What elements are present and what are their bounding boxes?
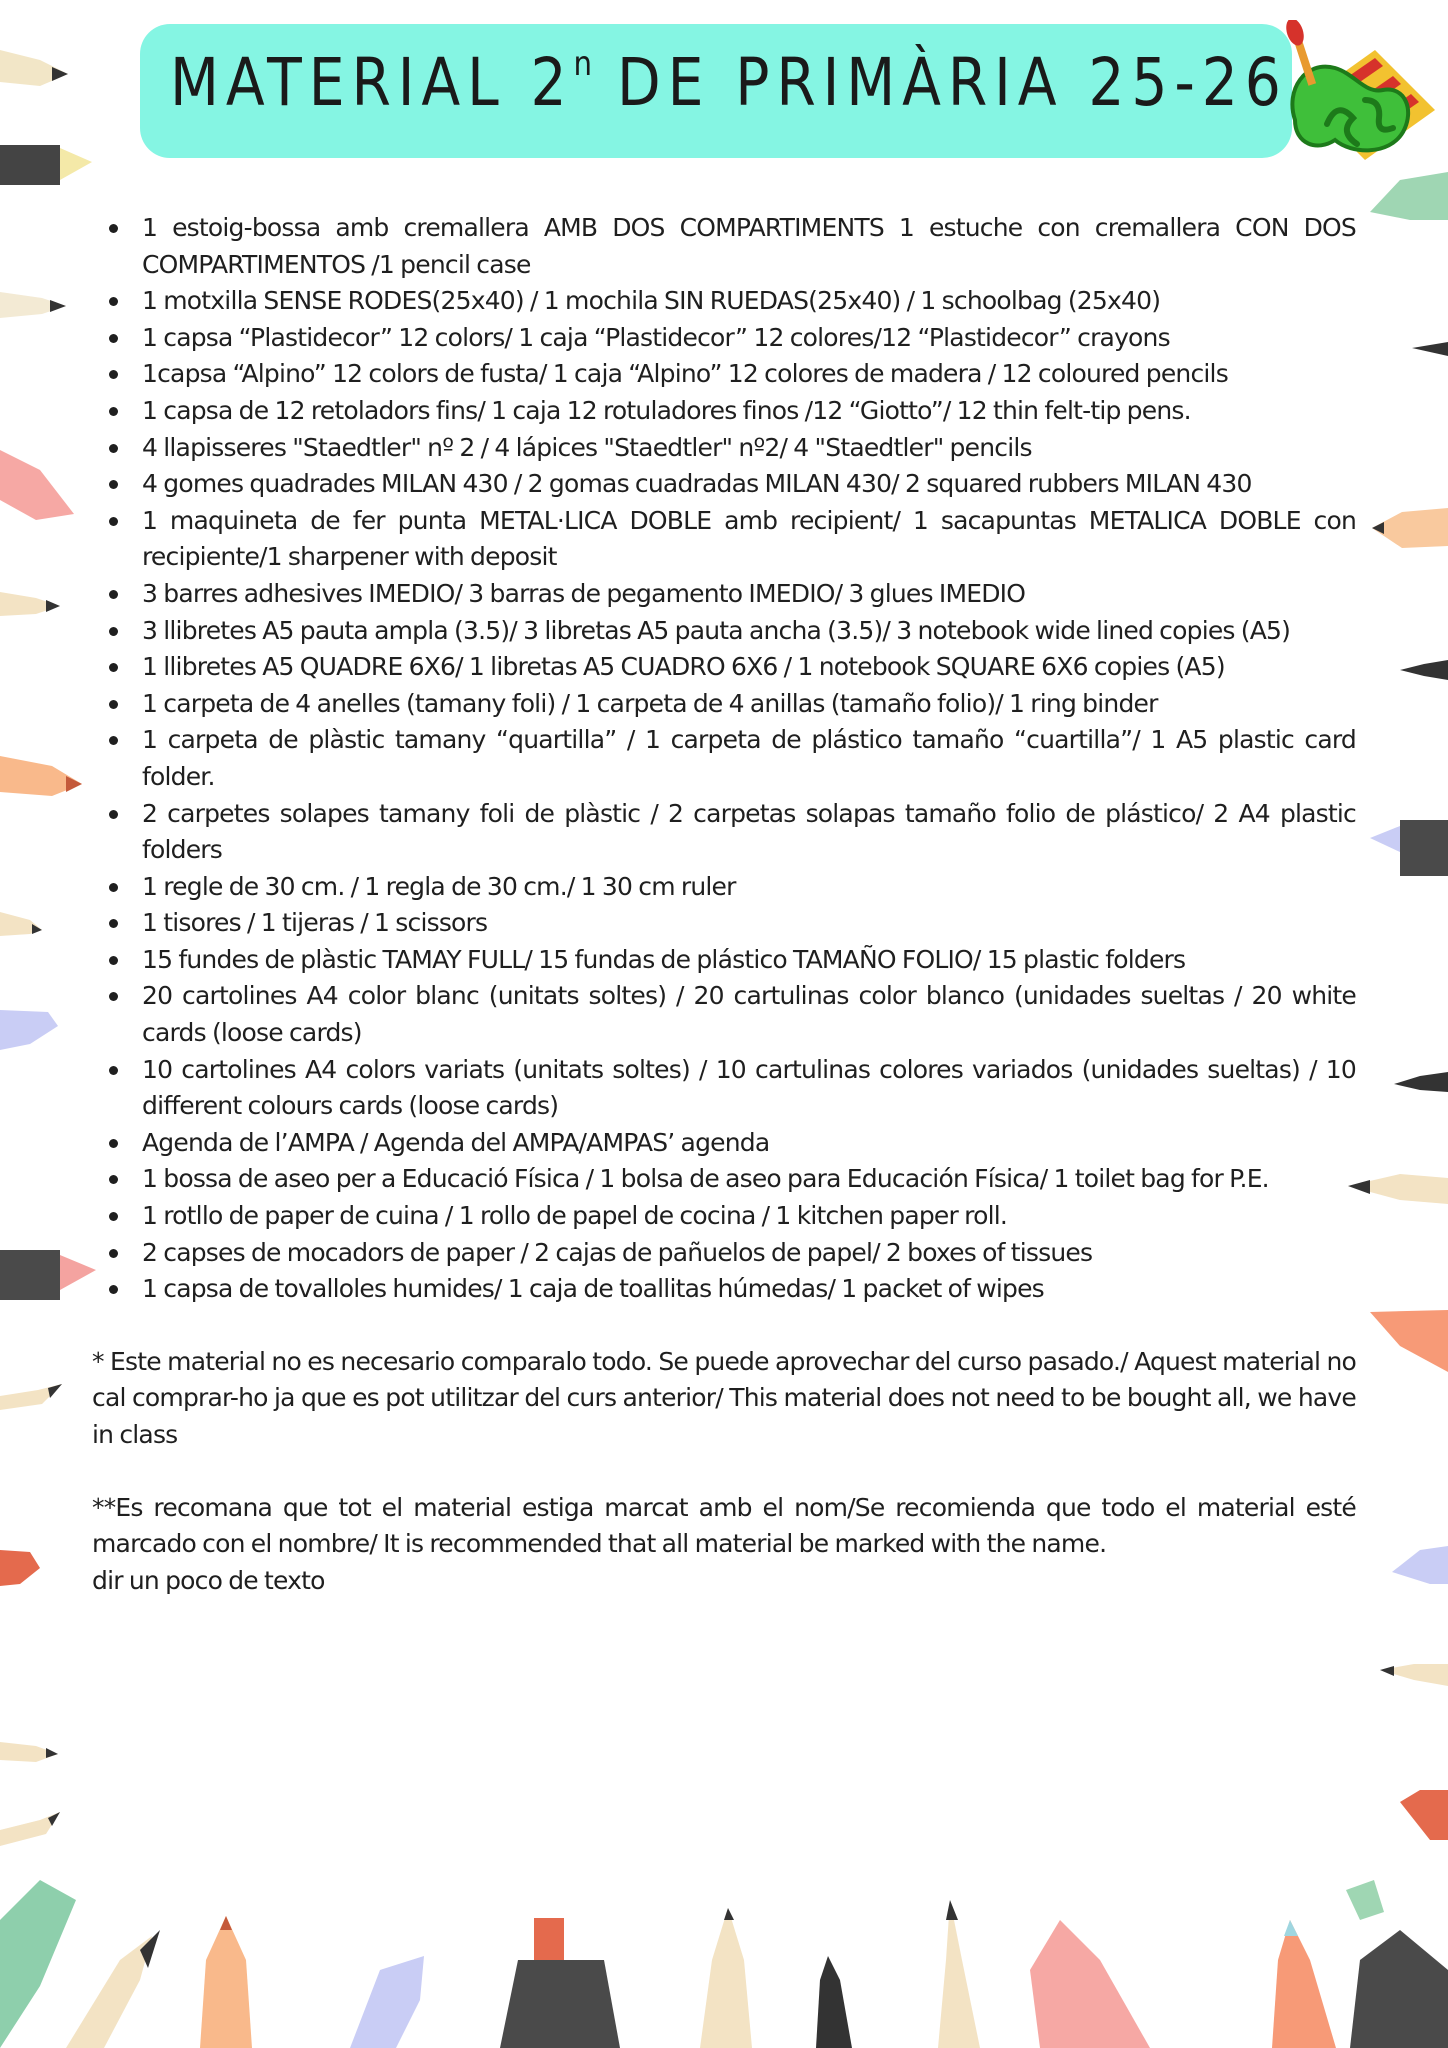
- marker-icon: [1346, 1880, 1448, 2048]
- list-item: 1 carpeta de plàstic tamany “quartilla” / 1 carpeta de plástico tamaño “cuartilla”/ 1 A5 plastic card folder.: [142, 722, 1356, 795]
- list-item: 1 llibretes A5 QUADRE 6X6/ 1 libretas A5 CUADRO 6X6 / 1 notebook SQUARE 6X6 copies (A5): [142, 649, 1356, 686]
- pencil-icon: [1348, 1174, 1448, 1204]
- crayon-icon: [1030, 1920, 1150, 2048]
- list-item: 2 carpetes solapes tamany foli de plàstic / 2 carpetas solapas tamaño folio de plástico/ 2 A4 plastic folders: [142, 796, 1356, 869]
- list-item: 10 cartolines A4 colors variats (unitats soltes) / 10 cartulinas colores variados (unidades sueltas) / 10 different colours cards (loose cards): [142, 1052, 1356, 1125]
- list-item: Agenda de l’AMPA / Agenda del AMPA/AMPAS’ agenda: [142, 1125, 1356, 1162]
- page-title: [170, 44, 1288, 121]
- crayon-icon: [0, 1550, 40, 1586]
- list-item: 1 capsa de tovalloles humides/ 1 caja de toallitas húmedas/ 1 packet of wipes: [142, 1271, 1356, 1308]
- list-item: 1 motxilla SENSE RODES(25x40) / 1 mochila SIN RUEDAS(25x40) / 1 schoolbag (25x40): [142, 283, 1356, 320]
- list-item: 1 estoig-bossa amb cremallera AMB DOS COMPARTIMENTS 1 estuche con cremallera CON DOS COMPARTIMENTOS /1 pencil case: [142, 210, 1356, 283]
- material-list: [92, 210, 1356, 1308]
- list-item: 1capsa “Alpino” 12 colors de fusta/ 1 caja “Alpino” 12 colores de madera / 12 coloured pencils: [142, 356, 1356, 393]
- list-item: 4 gomes quadrades MILAN 430 / 2 gomas cuadradas MILAN 430/ 2 squared rubbers MILAN 430: [142, 466, 1356, 503]
- note-extra-text: dir un poco de texto: [92, 1565, 325, 1595]
- title-prefix: MATERIAL 2: [170, 44, 574, 121]
- pencil-icon: [1412, 342, 1448, 356]
- note-not-required: * Este material no es necesario comparalo todo. Se puede aprovechar del curso pasado./ Aquest material no cal comprar-ho ja que es pot utilitzar del curs anterior/ This material does not need to be bought all, we have in class: [92, 1346, 1356, 1449]
- list-item: 1 maquineta de fer punta METAL·LICA DOBLE amb recipient/ 1 sacapuntas METALICA DOBLE con recipiente/1 sharpener with deposit: [142, 503, 1356, 576]
- list-item: 1 capsa “Plastidecor” 12 colors/ 1 caja “Plastidecor” 12 colores/12 “Plastidecor” crayons: [142, 320, 1356, 357]
- marker-icon: [1370, 820, 1448, 876]
- crayon-icon: [0, 1880, 76, 2048]
- pencil-icon: [938, 1900, 980, 2048]
- pencil-icon: [0, 1742, 58, 1762]
- pencil-icon: [0, 592, 60, 616]
- list-item: 2 capses de mocadors de paper / 2 cajas de pañuelos de papel/ 2 boxes of tissues: [142, 1235, 1356, 1272]
- crayon-icon: [0, 450, 74, 520]
- crayon-icon: [0, 1010, 58, 1050]
- pencil-icon: [200, 1916, 252, 2048]
- list-item: 1 regle de 30 cm. / 1 regla de 30 cm./ 1 30 cm ruler: [142, 869, 1356, 906]
- list-item: 1 capsa de 12 retoladors fins/ 1 caja 12 rotuladores finos /12 “Giotto”/ 12 thin felt-tip pens.: [142, 393, 1356, 430]
- pencil-icon: [1400, 660, 1448, 680]
- pencil-icon: [66, 1930, 160, 2048]
- pencil-icon: [1394, 1072, 1448, 1092]
- list-item: 3 llibretes A5 pauta ampla (3.5)/ 3 libretas A5 pauta ancha (3.5)/ 3 notebook wide lined copies (A5): [142, 613, 1356, 650]
- note-mark-with-name: **Es recomana que tot el material estiga marcat amb el nom/Se recomienda que todo el material esté marcado con el nombre/ It is recommended that all material be marked with the name.: [92, 1492, 1356, 1559]
- pencil-icon: [0, 50, 68, 86]
- pencil-icon: [1372, 508, 1448, 548]
- pencil-icon: [1380, 1664, 1448, 1686]
- material-content: [92, 210, 1356, 1599]
- marker-icon: [0, 145, 92, 185]
- pencil-icon: [0, 292, 66, 318]
- crayon-icon: [1400, 1790, 1448, 1840]
- list-item: 4 llapisseres "Staedtler" nº 2 / 4 lápices "Staedtler" nº2/ 4 "Staedtler" pencils: [142, 430, 1356, 467]
- pencil-icon: [0, 756, 82, 796]
- crayon-icon: [1370, 1310, 1448, 1372]
- school-logo-icon: [1265, 20, 1445, 170]
- list-item: 1 tisores / 1 tijeras / 1 scissors: [142, 905, 1356, 942]
- crayon-icon: [1370, 172, 1448, 220]
- marker-icon: [0, 1250, 96, 1300]
- list-item: 15 fundes de plàstic TAMAY FULL/ 15 fundas de plástico TAMAÑO FOLIO/ 15 plastic folders: [142, 942, 1356, 979]
- title-suffix: DE PRIMÀRIA 25-26: [592, 44, 1288, 121]
- marker-icon: [500, 1918, 620, 2048]
- crayon-icon: [350, 1956, 424, 2048]
- pencil-icon: [0, 912, 42, 936]
- pencil-icon: [700, 1908, 752, 2048]
- list-item: 3 barres adhesives IMEDIO/ 3 barras de pegamento IMEDIO/ 3 glues IMEDIO: [142, 576, 1356, 613]
- list-item: 1 carpeta de 4 anelles (tamany foli) / 1 carpeta de 4 anillas (tamaño folio)/ 1 ring binder: [142, 686, 1356, 723]
- pencil-icon: [816, 1956, 852, 2048]
- crayon-icon: [1392, 1546, 1448, 1584]
- pencil-icon: [0, 1384, 62, 1410]
- title-superscript: n: [573, 44, 593, 84]
- list-item: 1 bossa de aseo per a Educació Física / 1 bolsa de aseo para Educación Física/ 1 toilet bag for P.E.: [142, 1161, 1356, 1198]
- list-item: 20 cartolines A4 color blanc (unitats soltes) / 20 cartulinas color blanco (unidades sueltas / 20 white cards (loose cards): [142, 978, 1356, 1051]
- pencil-icon: [1272, 1920, 1336, 2048]
- list-item: 1 rotllo de paper de cuina / 1 rollo de papel de cocina / 1 kitchen paper roll.: [142, 1198, 1356, 1235]
- pencil-icon: [0, 1812, 60, 1846]
- title-banner: [140, 24, 1292, 158]
